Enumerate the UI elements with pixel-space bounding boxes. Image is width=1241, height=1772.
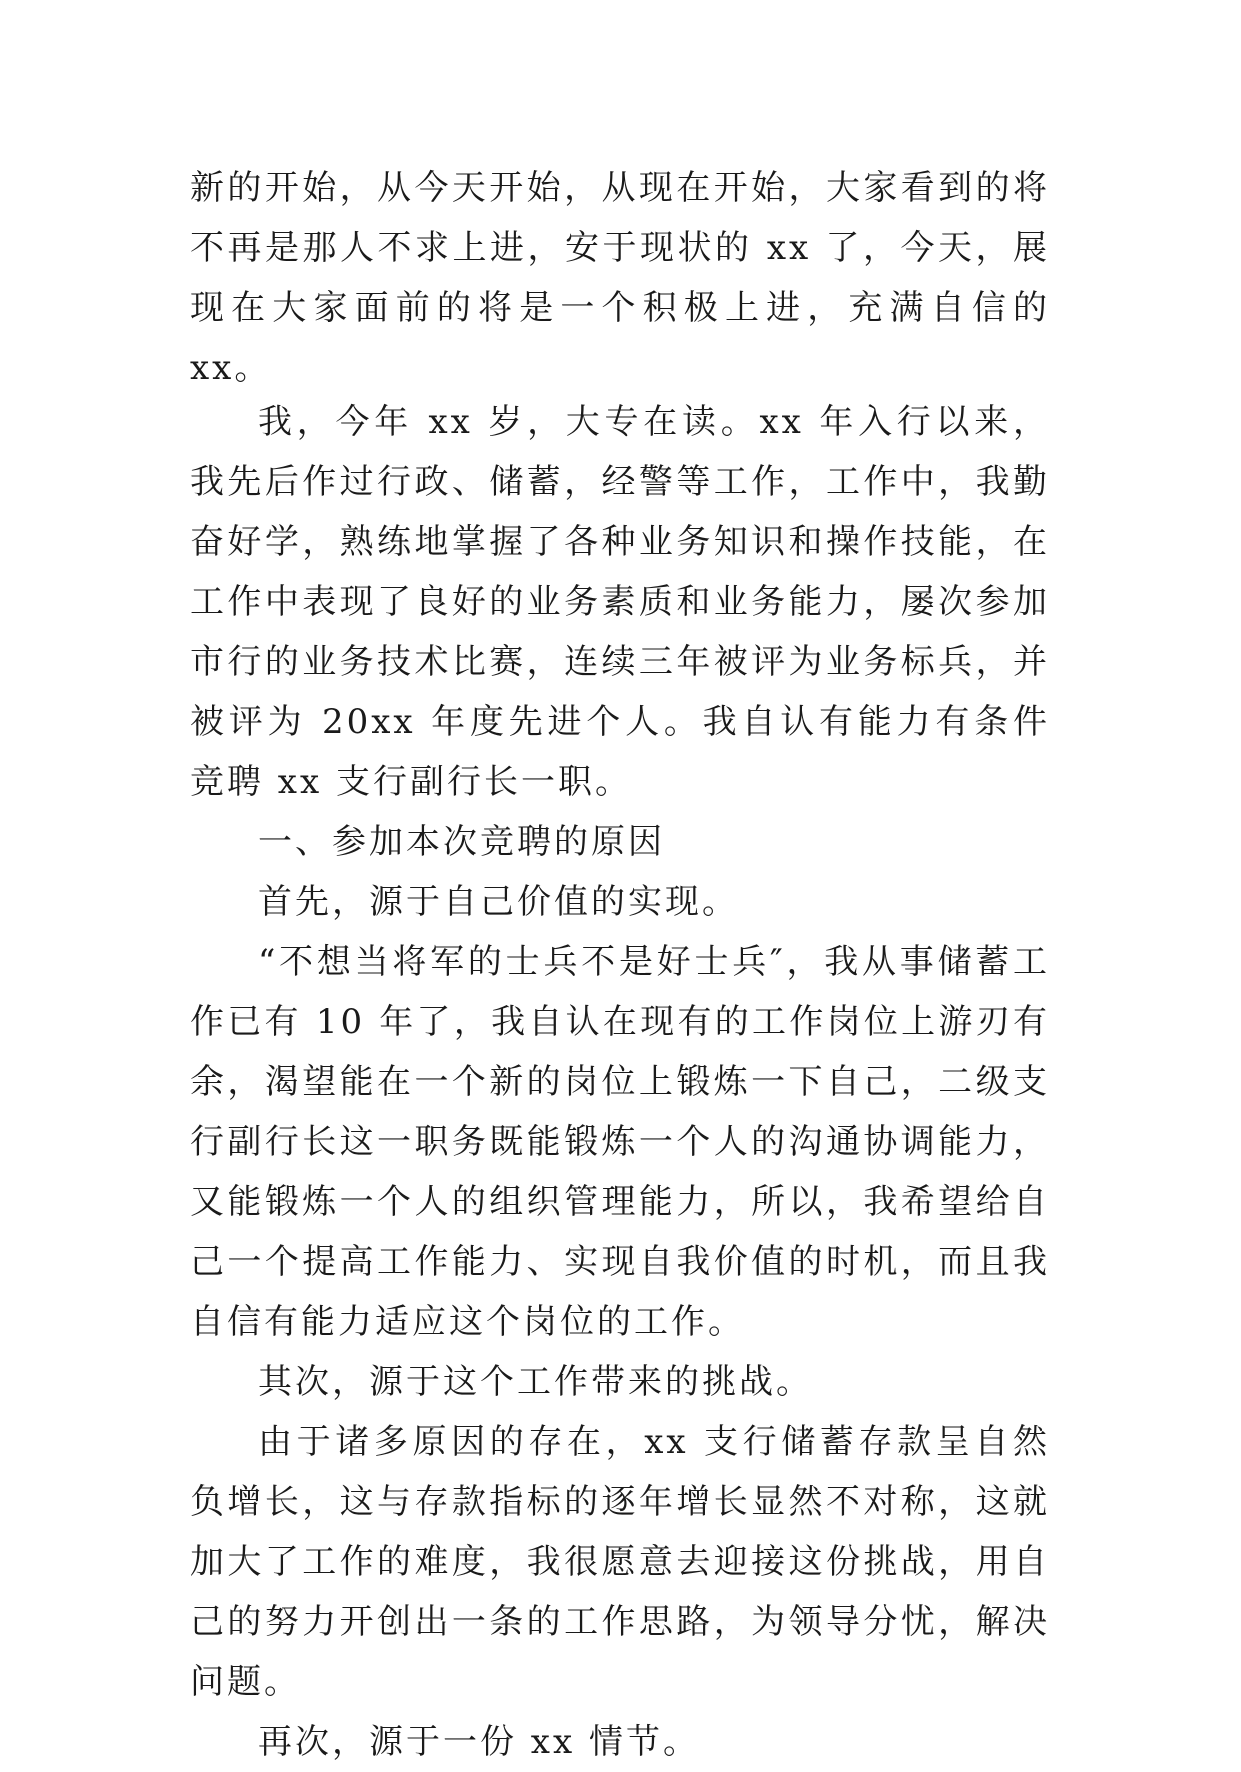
reason-second-paragraph: 由于诸多原因的存在，xx 支行储蓄存款呈自然负增长，这与存款指标的逐年增长显然不对称，这就加大了工作的难度，我很愿意去迎接这份挑战，用自己的努力开创出一条的工作思路，为领导分忧，解决问题。 [190,1422,1050,1702]
text-block-top [190,158,1050,398]
continuation-paragraph: 新的开始，从今天开始，从现在开始，大家看到的将不再是那人不求上进，安于现状的 xx 了，今天，展现在大家面前的将是一个积极上进，充满自信的 xx。 [190,168,1050,388]
reason-first-paragraph: “不想当将军的士兵不是好士兵″，我从事储蓄工作已有 10 年了，我自认在现有的工作岗位上游刃有余，渴望能在一个新的岗位上锻炼一下自己，二级支行副行长这一职务既能锻炼一个人的沟通协调能力，又能锻炼一个人的组织管理能力，所以，我希望给自己一个提高工作能力、实现自我价值的时机，而且我自信有能力适应这个岗位的工作。 [190,942,1050,1342]
reason-first-heading: 首先，源于自己价值的实现。 [258,882,739,922]
reason-third-heading: 再次，源于一份 xx 情节。 [258,1722,700,1762]
reason-second-heading: 其次，源于这个工作带来的挑战。 [258,1362,813,1402]
text-block-main [190,392,1050,1772]
intro-paragraph: 我，今年 xx 岁，大专在读。xx 年入行以来，我先后作过行政、储蓄，经警等工作，工作中，我勤奋好学，熟练地掌握了各种业务知识和操作技能，在工作中表现了良好的业务素质和业务能力，屡次参加市行的业务技术比赛，连续三年被评为业务标兵，并被评为 20xx 年度先进个人。我自认有能力有条件竞聘 xx 支行副行长一职。 [190,402,1050,802]
section-heading: 一、参加本次竞聘的原因 [258,822,665,862]
